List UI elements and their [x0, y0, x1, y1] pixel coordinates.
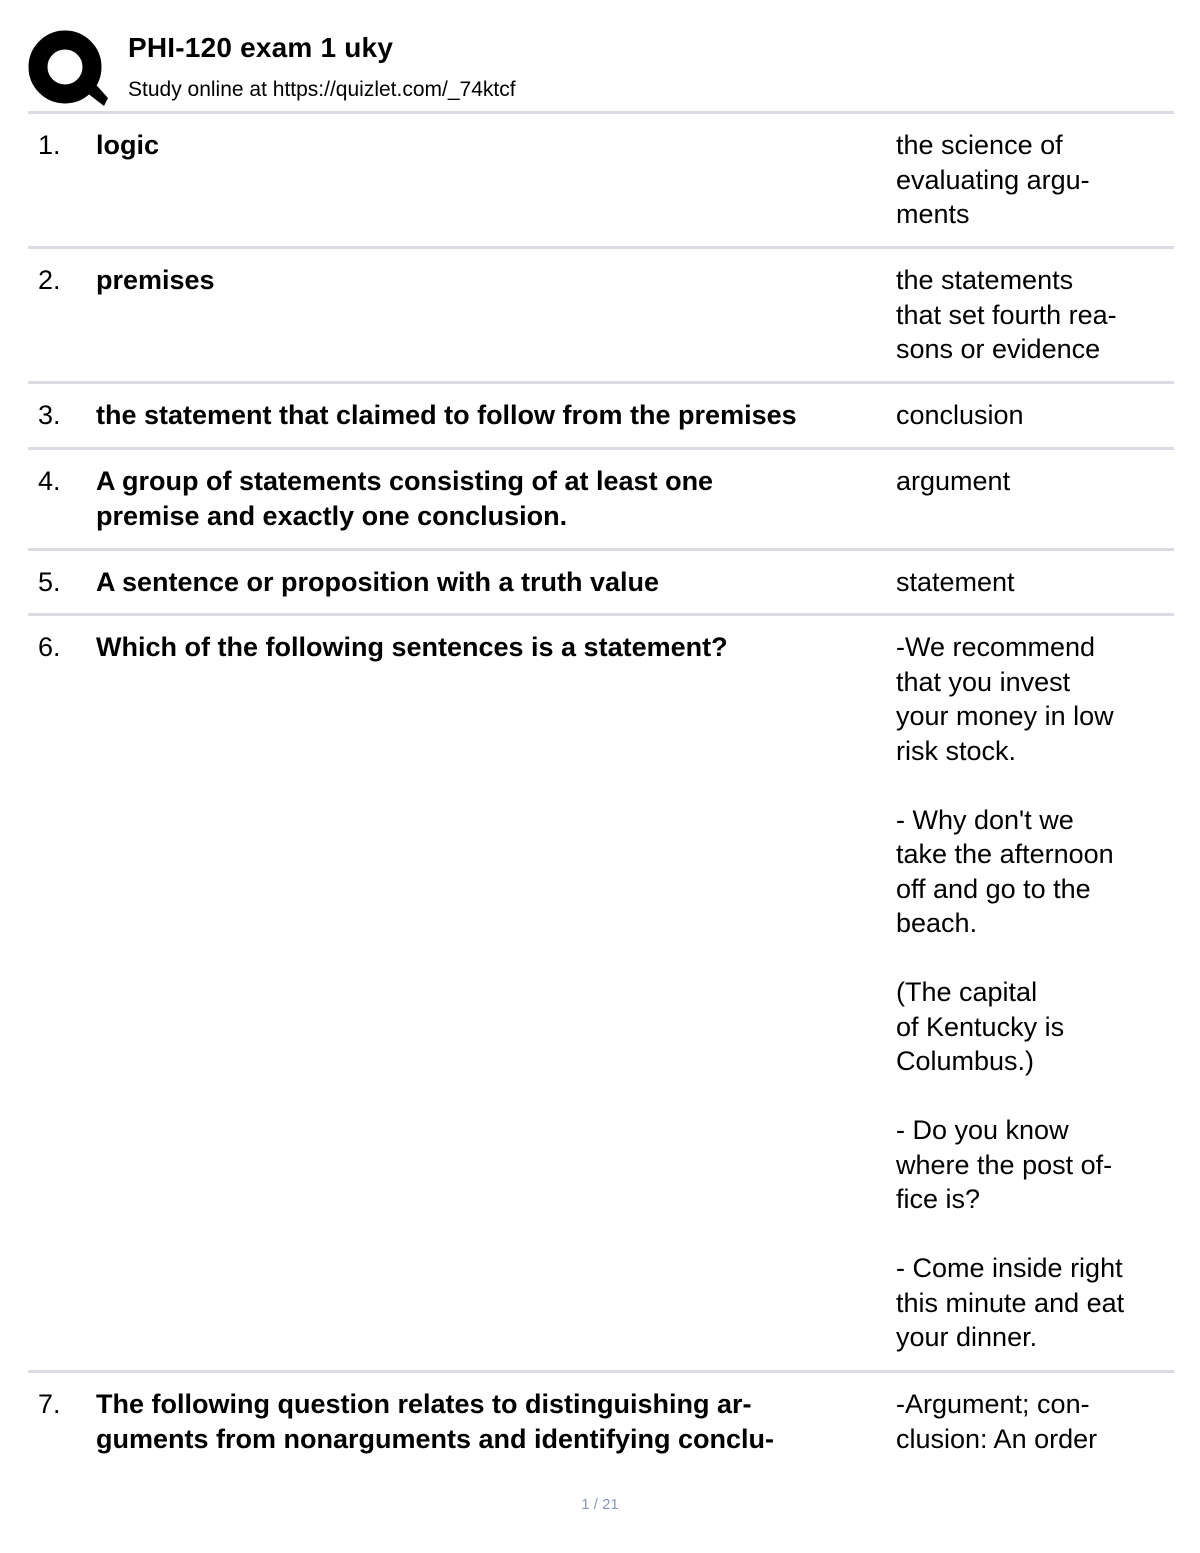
flashcard-row: [28, 246, 1174, 381]
card-term: logic: [96, 130, 160, 160]
flashcard-row: [28, 548, 1174, 613]
card-number: 7.: [38, 1389, 61, 1419]
card-term: the statement that claimed to follow from the premises: [96, 400, 797, 430]
card-number: 4.: [38, 466, 61, 496]
card-term: Which of the following sentences is a statement?: [96, 632, 728, 662]
flashcard-row: [28, 1370, 1174, 1465]
card-term: The following question relates to distinguishing ar- guments from nonarguments and identifying conclu-: [96, 1389, 775, 1454]
card-definition: the science of evaluating argu- ments: [896, 130, 1090, 229]
set-title: PHI-120 exam 1 uky: [128, 32, 394, 63]
card-definition: conclusion: [896, 400, 1024, 430]
flashcard-row: [28, 381, 1174, 447]
card-number: 1.: [38, 130, 61, 160]
flashcard-row: [28, 613, 1174, 1370]
card-definition: statement: [896, 567, 1015, 597]
quizlet-q-logo-icon: [28, 28, 108, 108]
card-number: 3.: [38, 400, 61, 430]
card-term: A group of statements consisting of at least one premise and exactly one conclusion.: [96, 466, 714, 531]
study-online-link-text[interactable]: Study online at https://quizlet.com/_74ktcf: [128, 78, 516, 101]
card-definition: the statements that set fourth rea- sons or evidence: [896, 265, 1117, 364]
page-indicator: 1 / 21: [581, 1496, 619, 1513]
card-term: premises: [96, 265, 215, 295]
card-number: 5.: [38, 567, 61, 597]
card-definition: -We recommend that you invest your money in low risk stock. - Why don't we take the afternoon off and go to the beach. (The capital of Kentucky is Columbus.) - Do you know where the post of- fice is? - Come inside right this minute and eat your dinner.: [896, 632, 1125, 1352]
card-definition: -Argument; con- clusion: An order: [896, 1389, 1098, 1454]
card-number: 6.: [38, 632, 61, 662]
flashcard-row: [28, 111, 1174, 246]
card-term: A sentence or proposition with a truth value: [96, 567, 660, 597]
card-number: 2.: [38, 265, 61, 295]
flashcard-row: [28, 447, 1174, 548]
flashcard-list: [28, 111, 1174, 1465]
page-header: [28, 28, 1178, 108]
card-definition: argument: [896, 466, 1011, 496]
